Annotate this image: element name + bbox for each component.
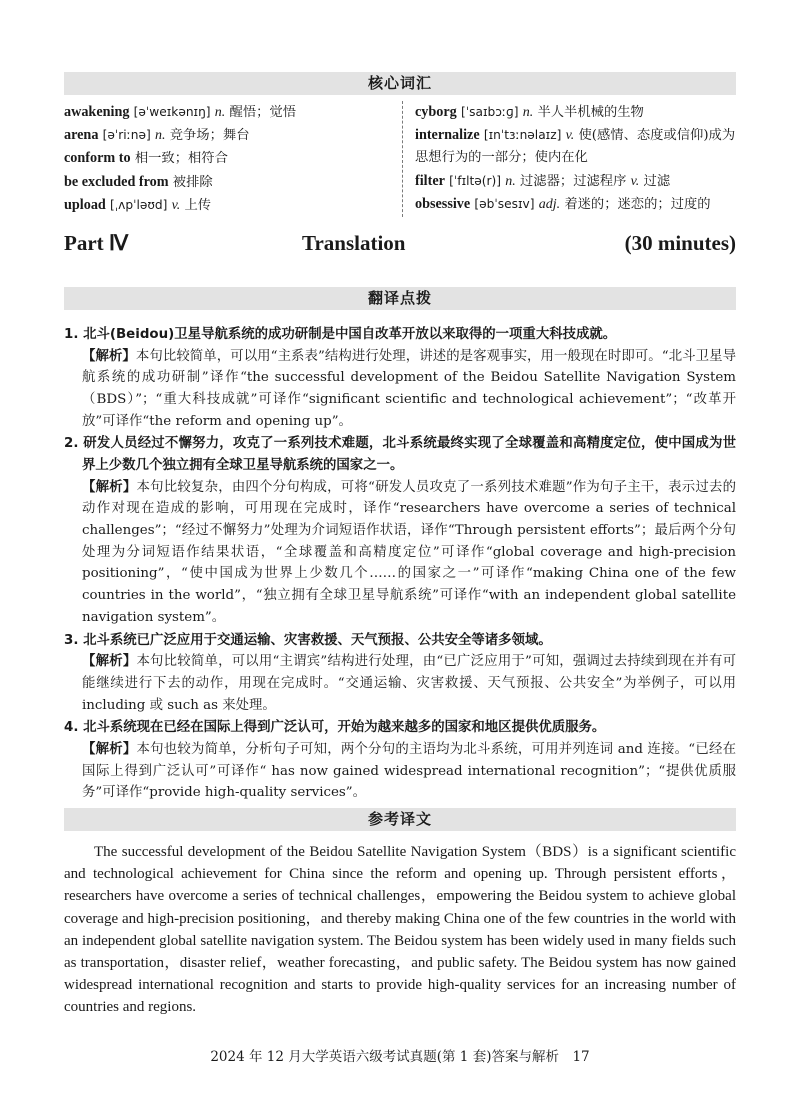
page-footer: 2024 年 12 月大学英语六级考试真题(第 1 套)答案与解析 17 <box>210 1049 590 1065</box>
vocab-right-column <box>415 101 736 216</box>
vocab-item: cyborg [ˈsaɪbɔːɡ] n. 半人半机械的生物 <box>415 104 644 120</box>
vocab-item: arena [əˈriːnə] n. 竞争场；舞台 <box>64 127 250 144</box>
vocab-divider <box>402 101 403 217</box>
point-question: 2. 研发人员经过不懈努力，攻克了一系列技术难题，北斗系统最终实现了全球覆盖和高精度定位，使中国成为世界上少数几个独立拥有全球卫星导航系统的国家之一。 <box>64 436 736 473</box>
part-heading <box>64 231 736 261</box>
vocab-item: upload [ˌʌpˈləʊd] v. 上传 <box>64 196 212 213</box>
points-section-title: 翻译点拨 <box>64 287 736 310</box>
reference-section-title: 参考译文 <box>64 808 736 831</box>
vocab-item: be excluded from 被排除 <box>64 173 213 190</box>
translation-points <box>64 324 736 805</box>
point-question: 4. 北斗系统现在已经在国际上得到广泛认可，开始为越来越多的国家和地区提供优质服务。 <box>64 720 606 736</box>
point-analysis: 【解析】本句也较为简单，分析句子可知，两个分句的主语均为北斗系统，可用并列连词 and 连接。“已经在国际上得到广泛认可”可译作“ has now gained widespread international recognition”；“提供优质服务”可译作“provide high-quality services”。 <box>82 741 737 801</box>
point-question: 1. 北斗(Beidou)卫星导航系统的成功研制是中国自改革开放以来取得的一项重大科技成就。 <box>64 327 617 342</box>
vocab-left-column <box>64 101 390 217</box>
point-analysis: 【解析】本句比较复杂，由四个分句构成，可将“研发人员攻克了一系列技术难题”作为句子主干，表示过去的动作对现在造成的影响，可用现在完成时，译作“researchers have overcome a series of technical challenges”；“经过不懈努力”处理为介词短语作状语，译作“Through persistent efforts”；最后两个分句处理为分词短语作结果状语，“全球覆盖和高精度定位”可译作“global coverage and high-precision positioning”，“使中国成为世界上少数几个……的国家之一”可译作“making China one of the few countries in the world”，“独立拥有全球卫星导航系统”可译作“with an independent global satellite navigation system”。 <box>82 479 736 625</box>
vocab-item: obsessive [əbˈsesɪv] adj. 着迷的；迷恋的；过度的 <box>415 195 711 212</box>
vocabulary-list <box>64 101 736 221</box>
vocab-item: conform to 相一致；相符合 <box>64 150 228 167</box>
vocab-item: internalize [ɪnˈtɜːnəlaɪz] v. 使(感情、态度或信仰)成为思想行为的一部分；使内在化 <box>415 127 736 166</box>
vocab-section-title: 核心词汇 <box>64 72 736 95</box>
part-title: Translation <box>302 231 406 255</box>
vocab-item: filter [ˈfɪltə(r)] n. 过滤器；过滤程序 v. 过滤 <box>415 172 671 189</box>
part-label: Part Ⅳ <box>64 231 129 255</box>
point-analysis: 【解析】本句比较简单，可以用“主谓宾”结构进行处理，由“已广泛应用于”可知，强调过去持续到现在并有可能继续进行下去的动作，用现在完成时。“交通运输、灾害救援、天气预报、公共安全”为举例子，可以用 including 或 such as 来处理。 <box>82 654 736 713</box>
vocab-item: awakening [əˈweɪkənɪŋ] n. 醒悟；觉悟 <box>64 104 297 120</box>
point-question: 3. 北斗系统已广泛应用于交通运输、灾害救援、天气预报、公共安全等诸多领域。 <box>64 632 552 648</box>
reference-translation: The successful development of the Beidou Satellite Navigation System（BDS）is a significant scientific and technological achievement for China since the reform and opening up. Through persistent efforts，researchers have overcome a series of technical challenges，empowering the Beidou system to achieve global coverage and high-precision positioning，and thereby making China one of the few countries in the world with an independent global satellite navigation system. The Beidou system has been widely used in many fields such as transportation，disaster relief，weather forecasting，and public safety. The Beidou system has now gained widespread international recognition and starts to provide high-quality services for an increasing number of countries and regions. <box>64 844 736 1016</box>
point-analysis: 【解析】本句比较简单，可以用“主系表”结构进行处理，讲述的是客观事实，用一般现在时即可。“北斗卫星导航系统的成功研制”译作“the successful development of the Beidou Satellite Navigation System（BDS）”；“重大科技成就”可译作“significant scientific and technological achievement”；“改革开放”可译作“the reform and opening up”。 <box>82 348 736 429</box>
part-time: (30 minutes) <box>624 231 736 255</box>
